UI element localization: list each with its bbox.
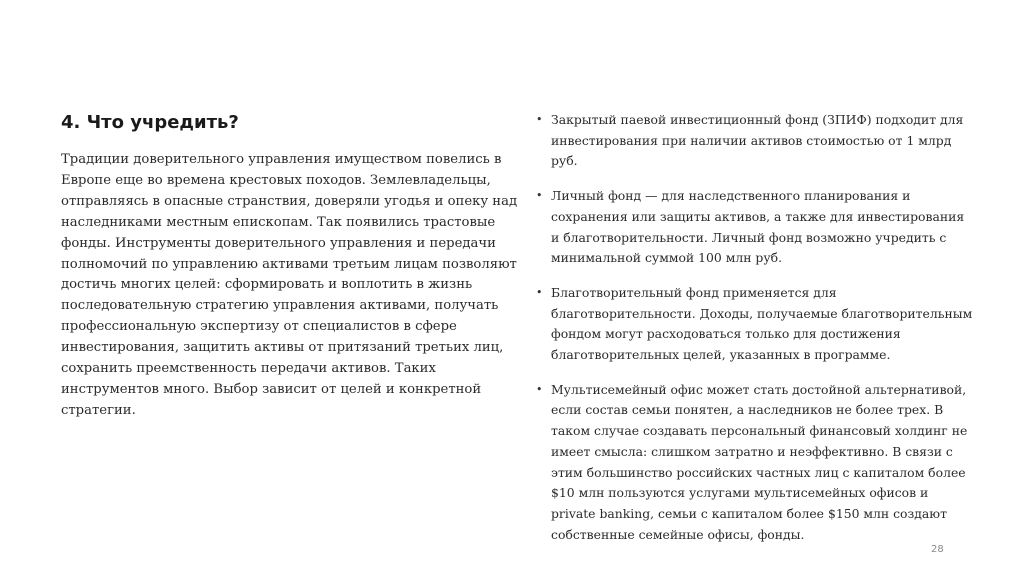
- list-item: [536, 283, 976, 366]
- bullet-icon: •: [536, 382, 543, 396]
- list-item-text: Личный фонд — для наследственного планирования и сохранения или защиты активов, а также для инвестирования и благотворительности. Личный фонд возможно учредить с минимальной суммой 100 млн руб.: [551, 188, 965, 266]
- bullet-icon: •: [536, 285, 543, 299]
- slide-heading: 4. Что учредить?: [61, 112, 239, 133]
- list-item: [536, 110, 976, 172]
- bullet-icon: •: [536, 189, 543, 203]
- bullet-icon: •: [536, 113, 543, 126]
- page-number: 28: [931, 544, 944, 555]
- list-item: [536, 380, 976, 546]
- list-item-text: Благотворительный фонд применяется для благотворительности. Доходы, получаемые благотворительным фондом могут расходоваться только для достижения благотворительных целей, указанных в программе.: [551, 284, 973, 363]
- list-item: [536, 186, 976, 269]
- intro-paragraph: Традиции доверительного управления имуществом повелись в Европе еще во времена крестовых походов. Землевладельцы, отправляясь в опасные странствия, доверяли угодья и опеку над наследниками местным епископам. Так появились трастовые фонды. Инструменты доверительного управления и передачи полномочий по управлению активами третьим лицам позволяют достичь многих целей: сформировать и воплотить в жизнь последовательную стратегию управления активами, получать профессиональную экспертизу от специалистов в сфере инвестирования, защитить активы от притязаний третьих лиц, сохранить преемственность передачи активов. Таких инструментов много. Выбор зависит от целей и конкретной стратегии.: [61, 152, 518, 418]
- list-item-text: Мультисемейный офис может стать достойной альтернативой, если состав семьи понятен, а наследников не более трех. В таком случае создавать персональный финансовый холдинг не имеет смысла: слишком затратно и неэффективно. В связи с этим большинство российских частных лиц с капиталом более $10 млн пользуются услугами мультисемейных офисов и private banking, семьи с капиталом более $150 млн создают собственные семейные офисы, фонды.: [551, 381, 968, 542]
- list-item-text: Закрытый паевой инвестиционный фонд (ЗПИФ) подходит для инвестирования при наличии активов стоимостью от 1 млрд руб.: [551, 112, 964, 169]
- options-list: [536, 110, 976, 559]
